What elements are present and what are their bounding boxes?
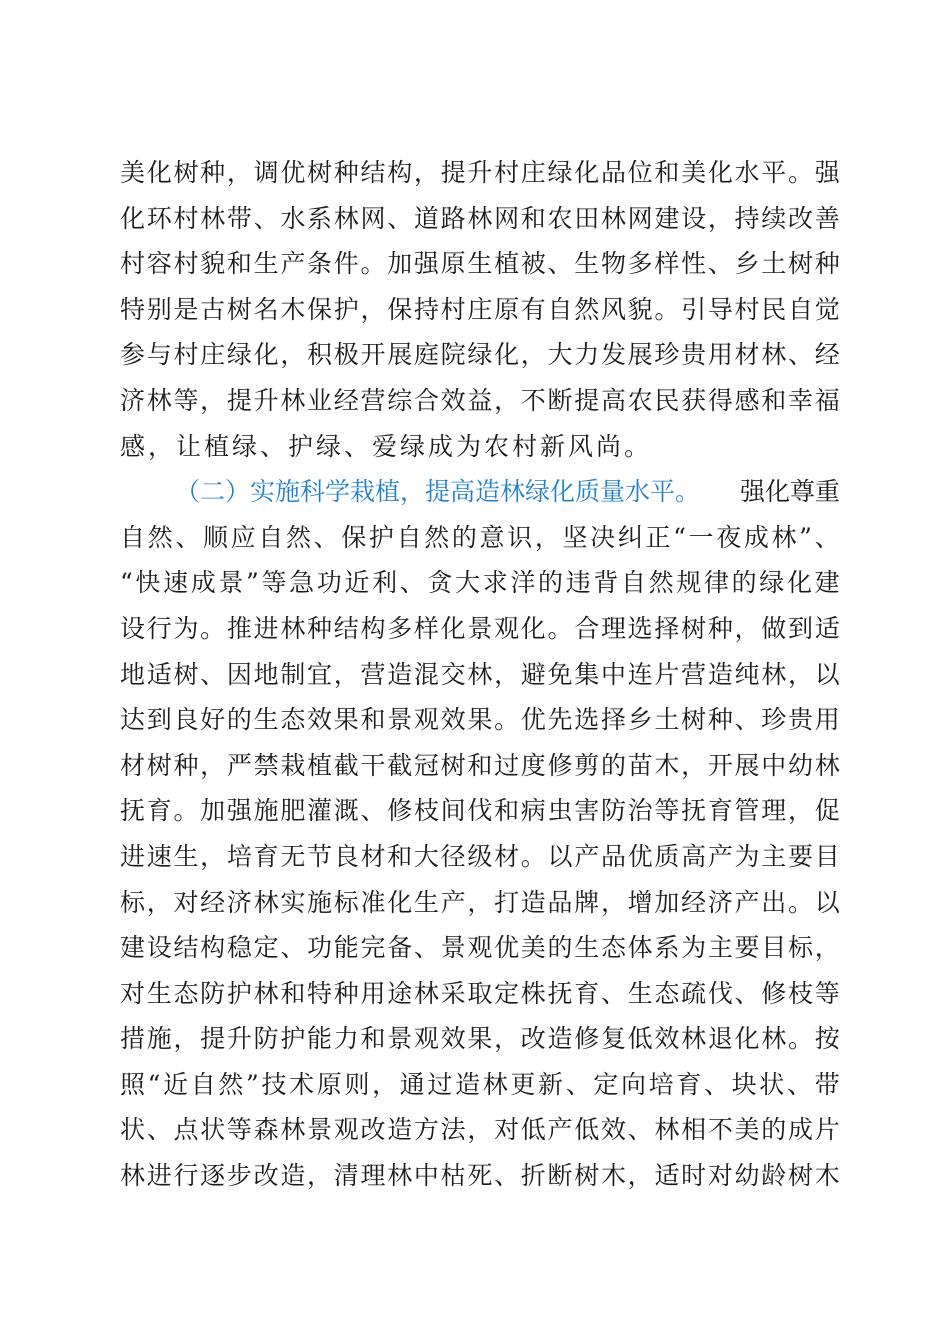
paragraph-line: 对 生 态 防 护 林 和 特 种 用 途 林 采 取 定 株 抚 育 、 生 态 疏 伐 、 修 枝 等 — [120, 978, 840, 1008]
paragraph-line: 进 速 生 ， 培 育 无 节 良 材 和 大 径 级 材 。 以 产 品 优 质 高 产 为 主 要 目 — [120, 841, 840, 871]
paragraph-line: 设 行 为 。 推 进 林 种 结 构 多 样 化 景 观 化 。 合 理 选 择 树 种 ， 做 到 适 — [120, 613, 840, 643]
heading-continuation: 强化尊重 — [739, 477, 840, 507]
paragraph-1 — [120, 150, 840, 469]
paragraph-line: 照 “ 近 自 然 ” 技 术 原 则 ， 通 过 造 林 更 新 、 定 向 培 育 、 块 状 、 带 — [120, 1069, 840, 1099]
paragraph-line: 感，让植绿、护绿、爱绿成为农村新风尚。 — [120, 431, 653, 461]
paragraph-line: 济 林 等 ， 提 升 林 业 经 营 综 合 效 益 ， 不 断 提 高 农 民 获 得 感 和 幸 福 — [120, 385, 840, 415]
paragraph-line: 状 、 点 状 等 森 林 景 观 改 造 方 法 ， 对 低 产 低 效 、 林 相 不 美 的 成 片 — [120, 1115, 840, 1145]
paragraph-line: 材 树 种 ， 严 禁 栽 植 截 干 截 冠 树 和 过 度 修 剪 的 苗 木 ， 开 展 中 幼 林 — [120, 750, 840, 780]
paragraph-line: 村 容 村 貌 和 生 产 条 件 。 加 强 原 生 植 被 、 生 物 多 样 性 、 乡 土 树 种 — [120, 249, 840, 279]
paragraph-first-line — [120, 469, 840, 515]
paragraph-line: 林 进 行 逐 步 改 造 ， 清 理 林 中 枯 死 、 折 断 树 木 ， 适 时 对 幼 龄 树 木 — [120, 1161, 840, 1191]
paragraph-line: 地 适 树 、 因 地 制 宜 ， 营 造 混 交 林 ， 避 免 集 中 连 片 营 造 纯 林 ， 以 — [120, 659, 840, 689]
paragraph-line: 措 施 ， 提 升 防 护 能 力 和 景 观 效 果 ， 改 造 修 复 低 效 林 退 化 林 。 按 — [120, 1024, 840, 1054]
body-text — [120, 150, 840, 1199]
paragraph-line: 达 到 良 好 的 生 态 效 果 和 景 观 效 果 。 优 先 选 择 乡 土 树 种 、 珍 贵 用 — [120, 705, 840, 735]
paragraph-line: “ 快 速 成 景 ” 等 急 功 近 利 、 贪 大 求 洋 的 违 背 自 然 规 律 的 绿 化 建 — [120, 568, 840, 598]
paragraph-line: 建 设 结 构 稳 定 、 功 能 完 备 、 景 观 优 美 的 生 态 体 系 为 主 要 目 标 ， — [120, 933, 840, 963]
paragraph-line: 化 环 村 林 带 、 水 系 林 网 、 道 路 林 网 和 农 田 林 网 建 设 ， 持 续 改 善 — [120, 203, 840, 233]
paragraph-line: 自 然 、 顺 应 自 然 、 保 护 自 然 的 意 识 ， 坚 决 纠 正 “ 一 夜 成 林 ” 、 — [120, 522, 840, 552]
paragraph-line: 特 别 是 古 树 名 木 保 护 ， 保 持 村 庄 原 有 自 然 风 貌 。 引 导 村 民 自 觉 — [120, 294, 840, 324]
paragraph-line: 参 与 村 庄 绿 化 ， 积 极 开 展 庭 院 绿 化 ， 大 力 发 展 珍 贵 用 材 林 、 经 — [120, 340, 840, 370]
paragraph-2 — [120, 469, 840, 1199]
section-heading: （二）实施科学栽植，提高造林绿化质量水平。 — [175, 477, 701, 507]
paragraph-line: 抚 育 。 加 强 施 肥 灌 溉 、 修 枝 间 伐 和 病 虫 害 防 治 等 抚 育 管 理 ， 促 — [120, 796, 840, 826]
paragraph-line: 美 化 树 种 ， 调 优 树 种 结 构 ， 提 升 村 庄 绿 化 品 位 和 美 化 水 平 。 强 — [120, 158, 840, 187]
paragraph-line: 标 ， 对 经 济 林 实 施 标 准 化 生 产 ， 打 造 品 牌 ， 增 加 经 济 产 出 。 以 — [120, 887, 840, 917]
